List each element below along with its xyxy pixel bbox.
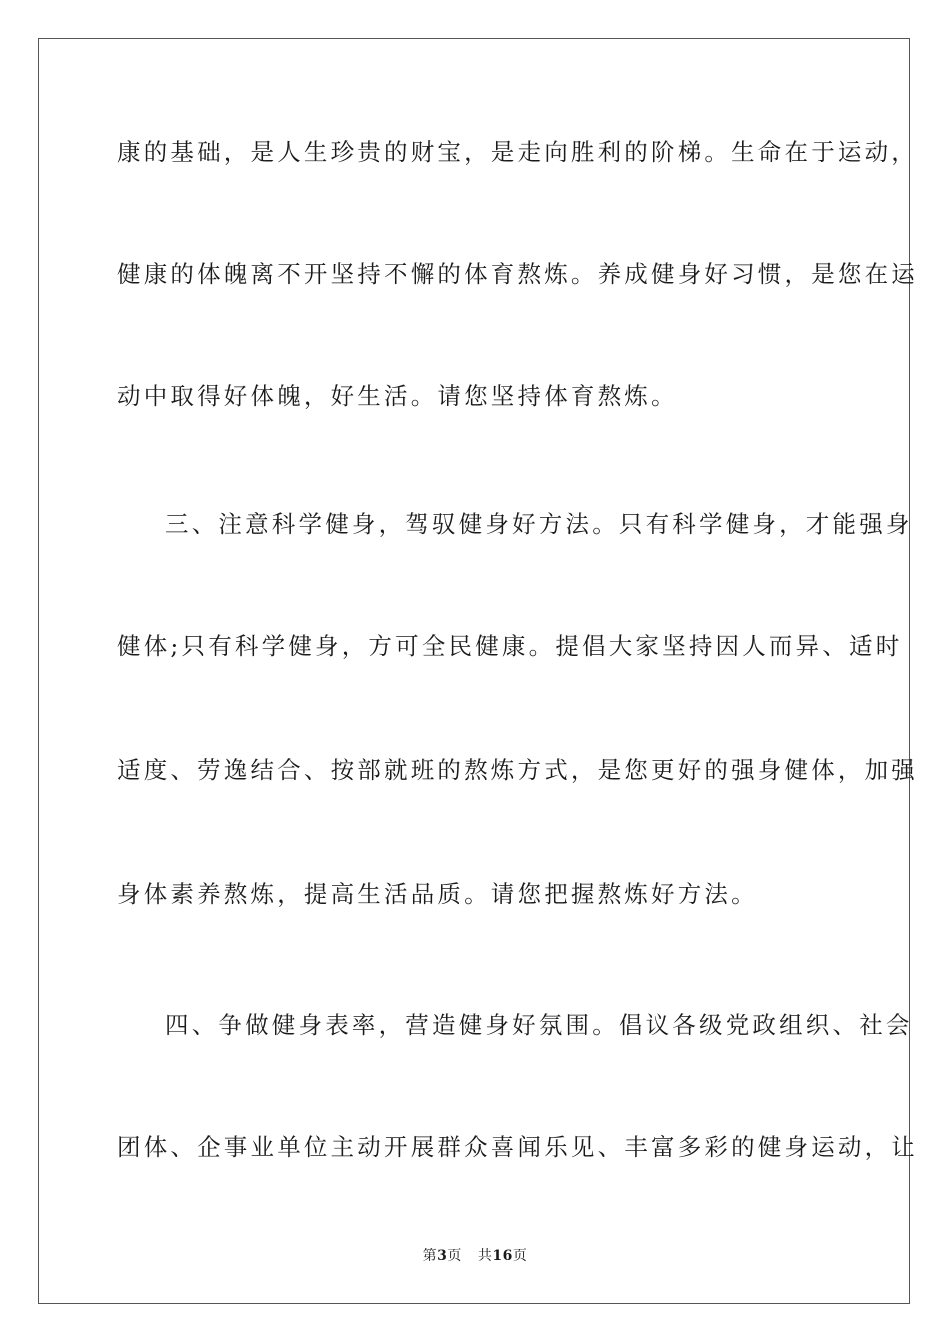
page-border [38,38,918,1304]
text-line: 康的基础，是人生珍贵的财宝，是走向胜利的阶梯。生命在于运动， [117,138,918,166]
text-line: 健康的体魄离不开坚持不懈的体育熬炼。养成健身好习惯，是您在运 [117,260,918,288]
total-prefix: 共 [477,1248,493,1264]
page-number: 3 [437,1248,448,1264]
total-pages: 16 [492,1248,513,1264]
page-suffix: 页 [447,1248,462,1264]
page-footer [0,1246,950,1266]
section-heading-line: 三、注意科学健身，驾驭健身好方法。只有科学健身，才能强身 [165,510,913,538]
text-line: 团体、企事业单位主动开展群众喜闻乐见、丰富多彩的健身运动，让 [117,1133,918,1161]
page-prefix: 第 [422,1248,438,1264]
text-line: 健体;只有科学健身，方可全民健康。提倡大家坚持因人而异、适时 [117,632,903,660]
text-line: 身体素养熬炼，提高生活品质。请您把握熬炼好方法。 [117,880,758,908]
section-heading-line: 四、争做健身表率，营造健身好氛围。倡议各级党政组织、社会 [165,1011,913,1039]
total-suffix: 页 [512,1248,528,1264]
text-line: 适度、劳逸结合、按部就班的熬炼方式，是您更好的强身健体，加强 [117,756,918,784]
text-line: 动中取得好体魄，好生活。请您坚持体育熬炼。 [117,382,678,410]
